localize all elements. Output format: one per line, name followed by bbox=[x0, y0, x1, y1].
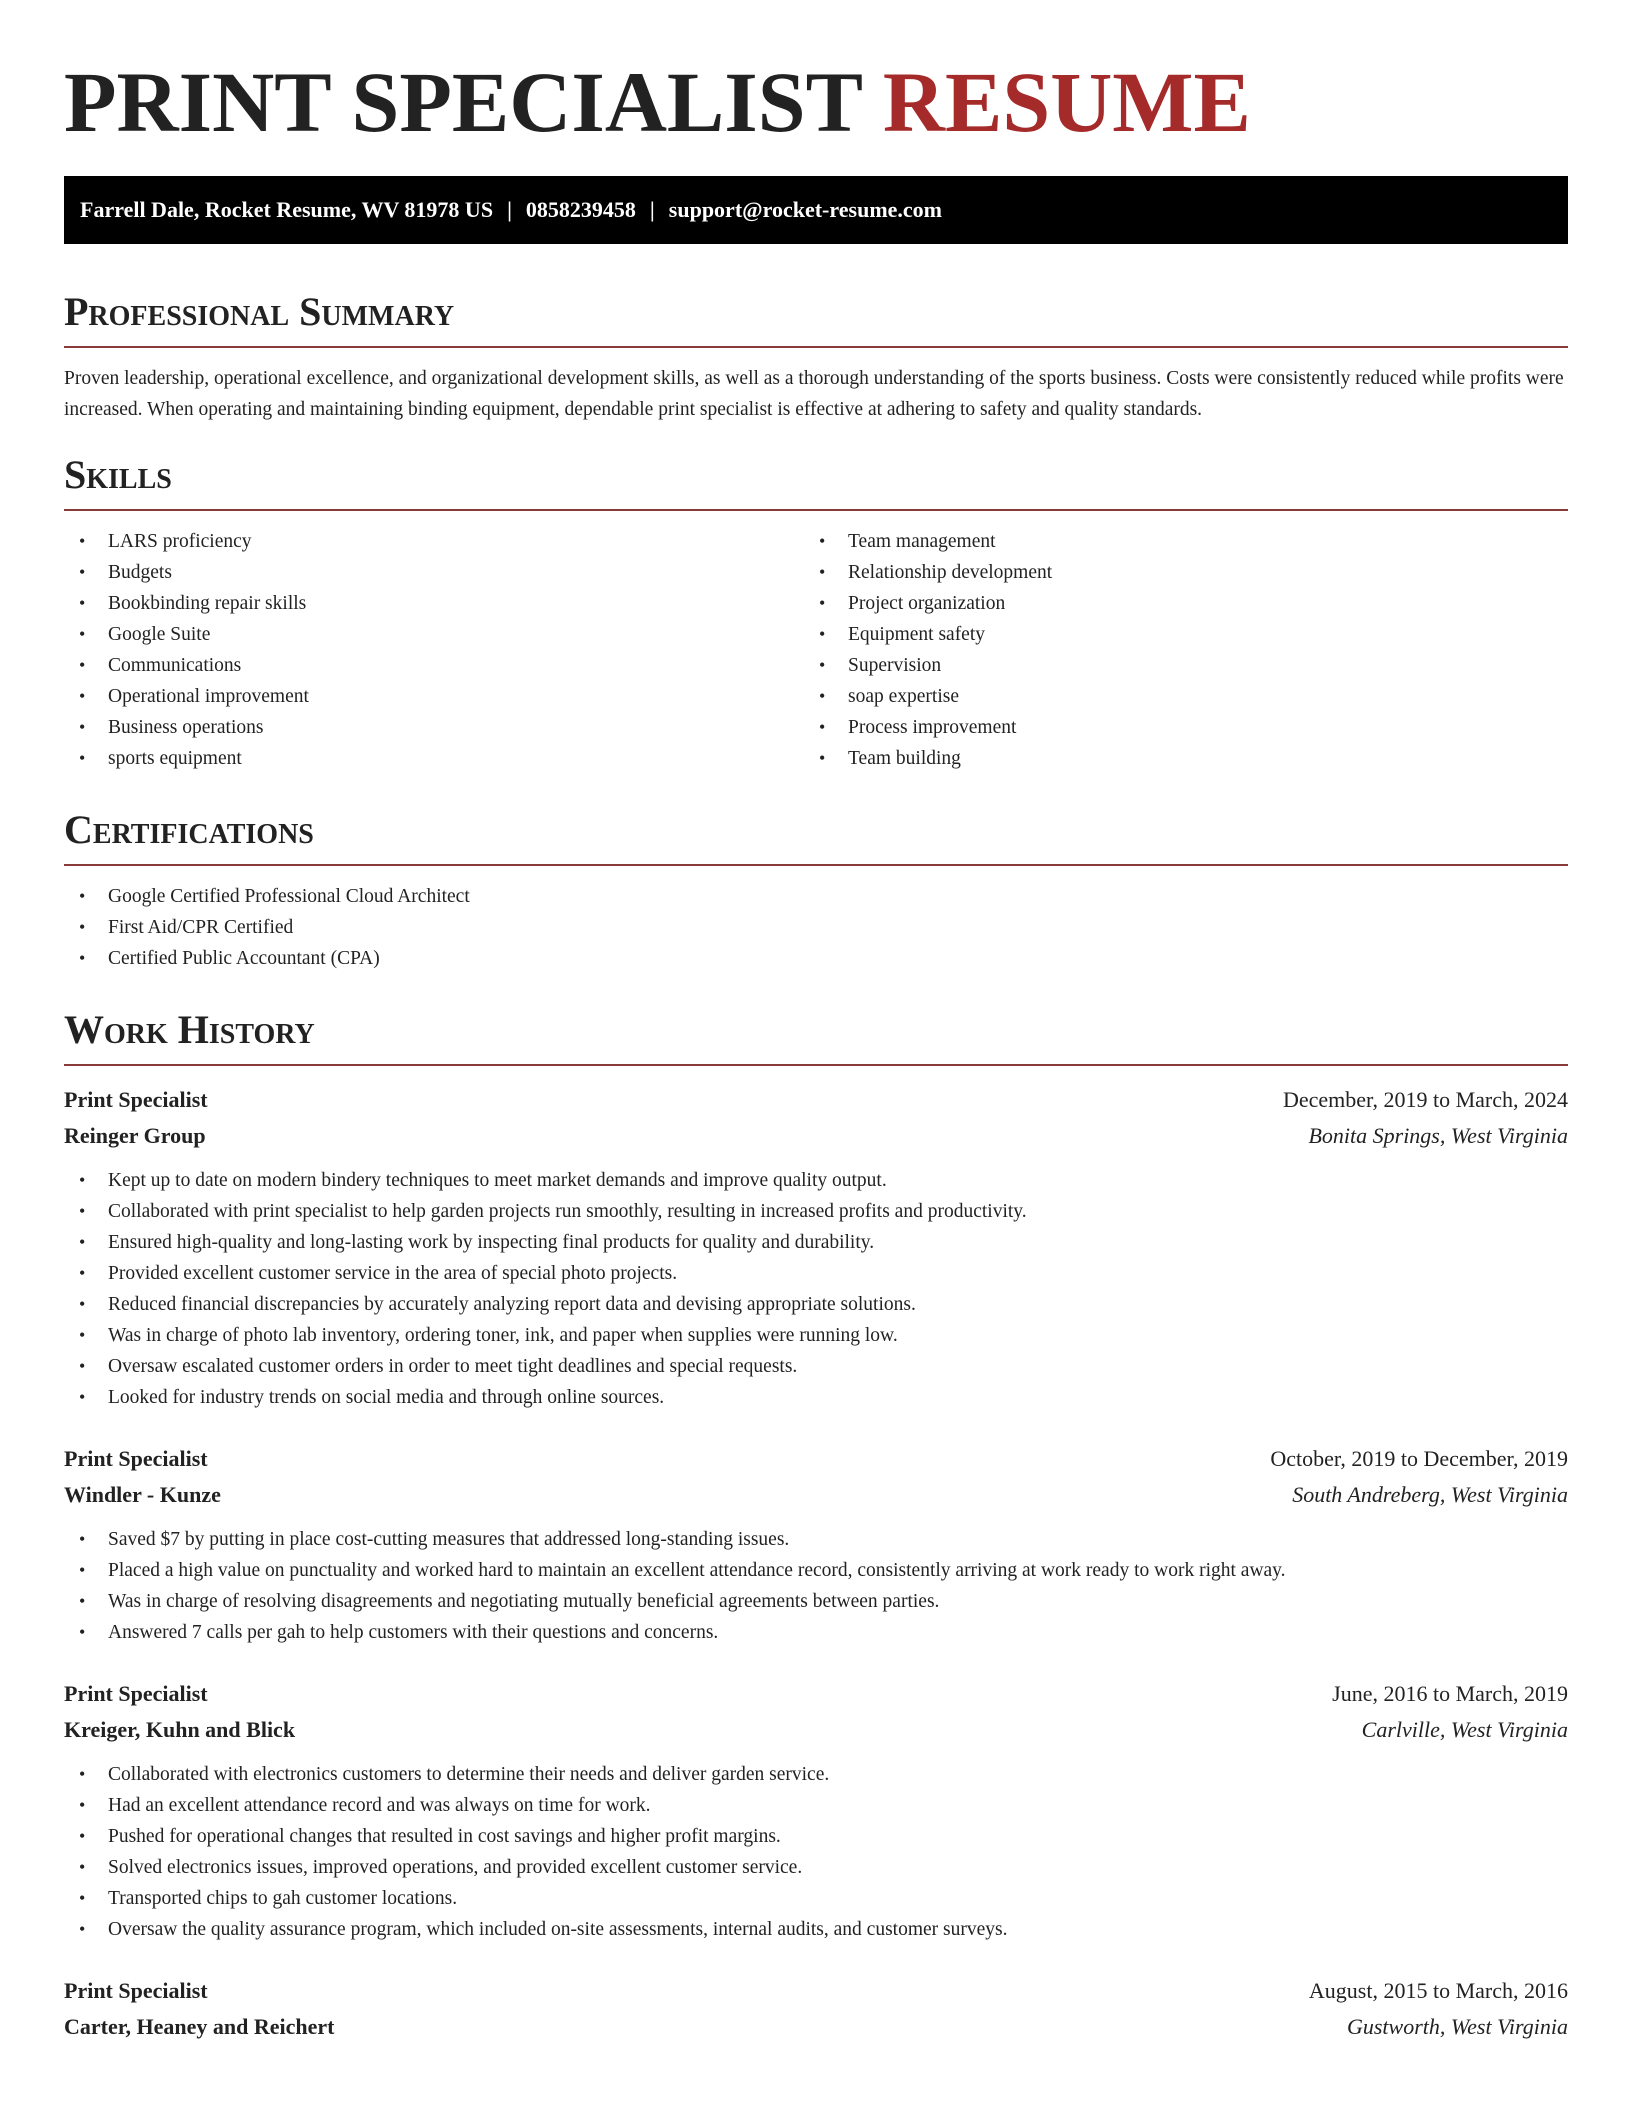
contact-email[interactable]: support@rocket-resume.com bbox=[668, 197, 942, 222]
skills-list-right bbox=[804, 526, 1544, 774]
job-title: Print Specialist bbox=[64, 1087, 208, 1112]
skill-label: Bookbinding repair skills bbox=[108, 593, 307, 614]
bullet-icon: • bbox=[79, 1622, 86, 1642]
certifications-section bbox=[64, 802, 1568, 974]
job-bullet-text: Looked for industry trends on social media and through online sources. bbox=[108, 1387, 665, 1408]
job-bullet bbox=[64, 1555, 1568, 1586]
summary-section bbox=[64, 284, 1568, 425]
bullet-icon: • bbox=[79, 917, 86, 937]
job-dates: October, 2019 to December, 2019 bbox=[1270, 1446, 1568, 1471]
job-company: Carter, Heaney and Reichert bbox=[64, 2014, 335, 2039]
section-divider bbox=[64, 864, 1568, 866]
job-bullet-list bbox=[64, 1524, 1568, 1648]
skill-label: Communications bbox=[108, 655, 242, 676]
skills-list-left bbox=[64, 526, 804, 774]
skill-item bbox=[64, 650, 804, 681]
bullet-icon: • bbox=[79, 1325, 86, 1345]
job-location: Carlville, West Virginia bbox=[1361, 1717, 1568, 1742]
page-title bbox=[64, 0, 1568, 152]
resume-page bbox=[64, 0, 1568, 2045]
job-bullet bbox=[64, 1165, 1568, 1196]
job-bullet-text: Oversaw escalated customer orders in order to meet tight deadlines and special requests. bbox=[108, 1356, 798, 1377]
job-bullet-text: Collaborated with electronics customers to determine their needs and deliver garden service. bbox=[108, 1764, 830, 1785]
bullet-icon: • bbox=[819, 593, 826, 613]
job-bullet bbox=[64, 1883, 1568, 1914]
job-bullet bbox=[64, 1759, 1568, 1790]
skill-label: LARS proficiency bbox=[108, 531, 252, 552]
skill-item bbox=[804, 526, 1544, 557]
job-bullet bbox=[64, 1914, 1568, 1945]
job-bullet-text: Ensured high-quality and long-lasting work by inspecting final products for quality and durability. bbox=[108, 1232, 875, 1253]
job-dates: December, 2019 to March, 2024 bbox=[1282, 1087, 1568, 1112]
contact-separator: | bbox=[649, 197, 655, 222]
job-title: Print Specialist bbox=[64, 1446, 208, 1471]
contact-address: Farrell Dale, Rocket Resume, WV 81978 US bbox=[80, 197, 494, 222]
job-bullet-text: Saved $7 by putting in place cost-cutting measures that addressed long-standing issues. bbox=[108, 1529, 790, 1550]
bullet-icon: • bbox=[79, 1795, 86, 1815]
job-bullet bbox=[64, 1351, 1568, 1382]
bullet-icon: • bbox=[79, 562, 86, 582]
work-history-heading: Work History bbox=[64, 1007, 315, 1052]
job-bullet-text: Was in charge of photo lab inventory, ordering toner, ink, and paper when supplies were running low. bbox=[108, 1325, 898, 1346]
skill-label: Budgets bbox=[108, 562, 172, 583]
job-bullet-text: Pushed for operational changes that resulted in cost savings and higher profit margins. bbox=[108, 1826, 781, 1847]
job-header-row bbox=[64, 1973, 1568, 2009]
job-bullet bbox=[64, 1852, 1568, 1883]
certification-label: First Aid/CPR Certified bbox=[108, 917, 294, 938]
job-bullet-text: Solved electronics issues, improved operations, and provided excellent customer service. bbox=[108, 1857, 803, 1878]
skill-label: soap expertise bbox=[848, 686, 960, 707]
skills-columns bbox=[64, 526, 1568, 774]
bullet-icon: • bbox=[79, 948, 86, 968]
job-location: South Andreberg, West Virginia bbox=[1292, 1482, 1568, 1507]
certifications-heading: Certifications bbox=[64, 807, 314, 852]
bullet-icon: • bbox=[79, 1591, 86, 1611]
work-history-section bbox=[64, 1002, 1568, 2045]
job-subheader-row bbox=[64, 1477, 1568, 1513]
skill-label: Operational improvement bbox=[108, 686, 309, 707]
skill-item bbox=[64, 588, 804, 619]
bullet-icon: • bbox=[79, 717, 86, 737]
job-company: Windler - Kunze bbox=[64, 1482, 221, 1507]
skill-item bbox=[64, 712, 804, 743]
skill-item bbox=[804, 650, 1544, 681]
bullet-icon: • bbox=[79, 1387, 86, 1407]
bullet-icon: • bbox=[79, 1170, 86, 1190]
skills-heading: Skills bbox=[64, 452, 172, 497]
job-bullet-list bbox=[64, 1165, 1568, 1413]
job-company: Reinger Group bbox=[64, 1123, 206, 1148]
certification-item bbox=[64, 912, 1568, 943]
job-entry bbox=[64, 1676, 1568, 1945]
job-bullet bbox=[64, 1382, 1568, 1413]
job-bullet-text: Was in charge of resolving disagreements and negotiating mutually beneficial agreements between parties. bbox=[108, 1591, 940, 1612]
certification-label: Google Certified Professional Cloud Architect bbox=[108, 886, 470, 907]
bullet-icon: • bbox=[79, 1888, 86, 1908]
bullet-icon: • bbox=[79, 1826, 86, 1846]
job-bullet bbox=[64, 1821, 1568, 1852]
section-divider bbox=[64, 509, 1568, 511]
skill-label: Team building bbox=[848, 748, 961, 769]
job-subheader-row bbox=[64, 1712, 1568, 1748]
skills-section bbox=[64, 447, 1568, 774]
certification-item bbox=[64, 943, 1568, 974]
job-entry bbox=[64, 1082, 1568, 1413]
job-bullet-text: Oversaw the quality assurance program, which included on-site assessments, internal audits, and customer surveys. bbox=[108, 1919, 1008, 1940]
section-divider bbox=[64, 1064, 1568, 1066]
job-bullet bbox=[64, 1790, 1568, 1821]
summary-heading: Professional Summary bbox=[64, 289, 455, 334]
skill-item bbox=[64, 681, 804, 712]
skill-item bbox=[804, 681, 1544, 712]
job-title: Print Specialist bbox=[64, 1681, 208, 1706]
bullet-icon: • bbox=[79, 1232, 86, 1252]
bullet-icon: • bbox=[79, 1201, 86, 1221]
job-bullet bbox=[64, 1586, 1568, 1617]
job-location: Gustworth, West Virginia bbox=[1346, 2014, 1568, 2039]
skill-label: Equipment safety bbox=[848, 624, 986, 645]
bullet-icon: • bbox=[819, 686, 826, 706]
skill-item bbox=[64, 526, 804, 557]
job-company: Kreiger, Kuhn and Blick bbox=[64, 1717, 296, 1742]
bullet-icon: • bbox=[79, 1560, 86, 1580]
job-header-row bbox=[64, 1441, 1568, 1477]
bullet-icon: • bbox=[819, 748, 826, 768]
job-bullet bbox=[64, 1617, 1568, 1648]
bullet-icon: • bbox=[79, 886, 86, 906]
skill-label: Project organization bbox=[848, 593, 1006, 614]
contact-separator: | bbox=[507, 197, 512, 222]
bullet-icon: • bbox=[819, 531, 826, 551]
contact-phone: 0858239458 bbox=[525, 197, 636, 222]
job-bullet-text: Had an excellent attendance record and was always on time for work. bbox=[108, 1795, 651, 1816]
job-location: Bonita Springs, West Virginia bbox=[1308, 1123, 1568, 1148]
title-accent: RESUME bbox=[882, 54, 1251, 150]
skill-item bbox=[804, 588, 1544, 619]
job-bullet bbox=[64, 1289, 1568, 1320]
job-bullet-text: Placed a high value on punctuality and worked hard to maintain an excellent attendance record, consistently arriving at work ready to work right away. bbox=[108, 1560, 1286, 1581]
bullet-icon: • bbox=[819, 562, 826, 582]
bullet-icon: • bbox=[79, 1263, 86, 1283]
job-bullet-text: Kept up to date on modern bindery techniques to meet market demands and improve quality output. bbox=[108, 1170, 887, 1191]
job-bullet bbox=[64, 1524, 1568, 1555]
skill-item bbox=[64, 557, 804, 588]
skill-item bbox=[804, 712, 1544, 743]
skill-label: Team management bbox=[848, 531, 996, 552]
bullet-icon: • bbox=[79, 748, 86, 768]
job-header-row bbox=[64, 1676, 1568, 1712]
skill-label: Process improvement bbox=[848, 717, 1017, 738]
bullet-icon: • bbox=[819, 624, 826, 644]
bullet-icon: • bbox=[79, 655, 86, 675]
job-subheader-row bbox=[64, 1118, 1568, 1154]
skill-item bbox=[804, 557, 1544, 588]
skill-label: sports equipment bbox=[108, 748, 242, 769]
section-divider bbox=[64, 346, 1568, 348]
job-bullet-text: Reduced financial discrepancies by accurately analyzing report data and devising appropriate solutions. bbox=[108, 1294, 916, 1315]
skill-item bbox=[804, 619, 1544, 650]
bullet-icon: • bbox=[79, 1919, 86, 1939]
job-dates: June, 2016 to March, 2019 bbox=[1332, 1681, 1568, 1706]
job-header-row bbox=[64, 1082, 1568, 1118]
bullet-icon: • bbox=[79, 1356, 86, 1376]
job-entry bbox=[64, 1973, 1568, 2045]
job-bullet bbox=[64, 1320, 1568, 1351]
title-main: PRINT SPECIALIST bbox=[64, 54, 862, 150]
job-bullet-list bbox=[64, 1759, 1568, 1945]
certifications-list bbox=[64, 881, 1568, 974]
job-title: Print Specialist bbox=[64, 1978, 208, 2003]
bullet-icon: • bbox=[79, 1294, 86, 1314]
skill-label: Relationship development bbox=[848, 562, 1053, 583]
job-bullet-text: Answered 7 calls per gah to help customers with their questions and concerns. bbox=[108, 1622, 719, 1643]
job-bullet-text: Transported chips to gah customer locations. bbox=[108, 1888, 458, 1909]
skill-item bbox=[804, 743, 1544, 774]
bullet-icon: • bbox=[79, 1529, 86, 1549]
job-bullet bbox=[64, 1258, 1568, 1289]
skill-label: Business operations bbox=[108, 717, 264, 738]
job-bullet-text: Collaborated with print specialist to help garden projects run smoothly, resulting in increased profits and productivity. bbox=[108, 1201, 1027, 1222]
contact-bar bbox=[64, 176, 1568, 244]
bullet-icon: • bbox=[819, 655, 826, 675]
bullet-icon: • bbox=[79, 1764, 86, 1784]
bullet-icon: • bbox=[79, 593, 86, 613]
job-bullet bbox=[64, 1227, 1568, 1258]
certification-item bbox=[64, 881, 1568, 912]
bullet-icon: • bbox=[79, 624, 86, 644]
bullet-icon: • bbox=[819, 717, 826, 737]
job-bullet bbox=[64, 1196, 1568, 1227]
skill-item bbox=[64, 619, 804, 650]
skill-label: Supervision bbox=[848, 655, 942, 676]
certification-label: Certified Public Accountant (CPA) bbox=[108, 948, 380, 969]
job-dates: August, 2015 to March, 2016 bbox=[1308, 1978, 1568, 2003]
bullet-icon: • bbox=[79, 686, 86, 706]
bullet-icon: • bbox=[79, 1857, 86, 1877]
job-entry bbox=[64, 1441, 1568, 1648]
summary-text: Proven leadership, operational excellence, and organizational development skills, as well as a thorough understanding of the sports business. Costs were consistently reduced while profits were increased. When operating and maintaining binding equipment, dependable print specialist is effective at adhering to safety and quality standards. bbox=[64, 368, 1564, 420]
skill-item bbox=[64, 743, 804, 774]
job-subheader-row bbox=[64, 2009, 1568, 2045]
job-bullet-text: Provided excellent customer service in the area of special photo projects. bbox=[108, 1263, 678, 1284]
skill-label: Google Suite bbox=[108, 624, 211, 645]
bullet-icon: • bbox=[79, 531, 86, 551]
